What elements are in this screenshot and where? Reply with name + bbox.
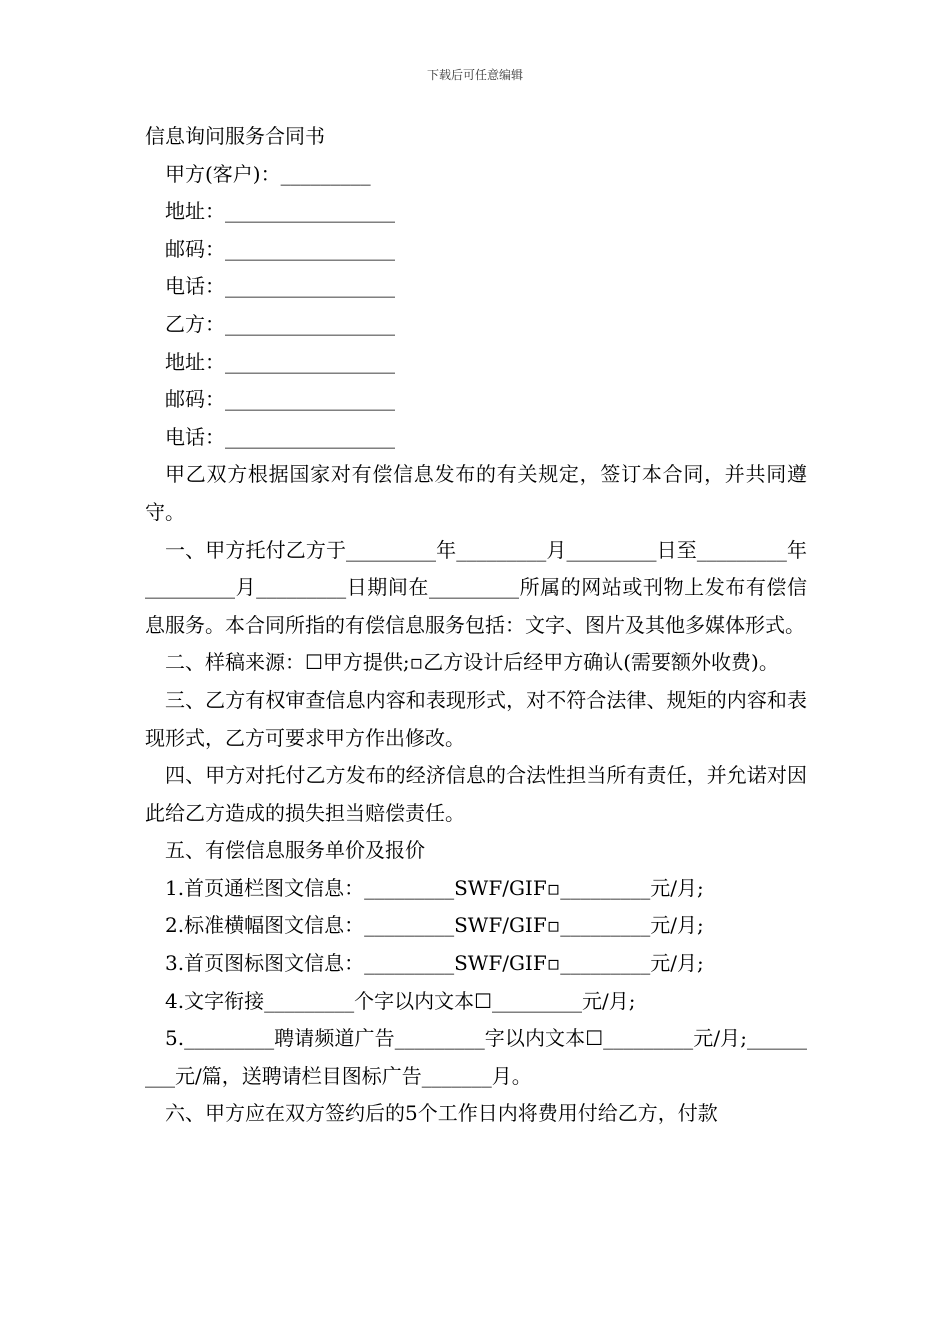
party-a-postcode-line: 邮码：_________________ [165,236,395,261]
price-item-3: 3.首页图标图文信息：_________SWF/GIF▫_________元/月; [165,951,704,976]
price-item-1: 1.首页通栏图文信息：_________SWF/GIF▫_________元/月; [165,875,704,900]
party-b-line: 乙方：_________________ [165,311,395,336]
clause-6-paragraph: 六、甲方应在双方签约后的5个工作日内将费用付给乙方，付款 [165,1101,718,1126]
price-item-2: 2.标准横幅图文信息：_________SWF/GIF▫_________元/月; [165,913,704,938]
header-note: 下载后可任意编辑 [426,68,523,82]
clause-3-paragraph: 三、乙方有权审查信息内容和表现形式，对不符合法律、规矩的内容和表现形式，乙方可要求甲方作出修改。 [145,687,807,750]
price-item-5: 5._________聘请频道广告_________字以内文本☐_________元/月;_________元/篇，送聘请栏目图标广告_______月。 [145,1026,807,1088]
contract-body [145,118,807,1133]
clause-2-paragraph: 二、样稿来源：☐甲方提供;▫乙方设计后经甲方确认(需要额外收费)。 [165,650,779,675]
clause-1-paragraph: 一、甲方托付乙方于_________年_________月_________日至_________年_________月_________日期间在_________所属的网站或刊物上发布有偿信息服务。本合同所指的有偿信息服务包括：文字、图片及其他多媒体形式。 [145,537,807,637]
contract-title: 信息询问服务合同书 [145,124,325,148]
clause-5-heading: 五、有偿信息服务单价及报价 [165,838,425,863]
party-a-line: 甲方(客户)：_________ [165,161,371,186]
preamble-paragraph: 甲乙双方根据国家对有偿信息发布的有关规定，签订本合同，并共同遵守。 [145,462,807,524]
price-item-4: 4.文字衔接_________个字以内文本☐_________元/月; [165,988,636,1013]
party-b-postcode-line: 邮码：_________________ [165,387,395,412]
party-a-phone-line: 电话：_________________ [165,274,395,299]
party-b-phone-line: 电话：_________________ [165,424,395,449]
party-a-address-line: 地址：_________________ [165,199,395,224]
party-b-address-line: 地址：_________________ [165,349,395,374]
clause-4-paragraph: 四、甲方对托付乙方发布的经济信息的合法性担当所有责任，并允诺对因此给乙方造成的损失担当赔偿责任。 [145,763,807,825]
